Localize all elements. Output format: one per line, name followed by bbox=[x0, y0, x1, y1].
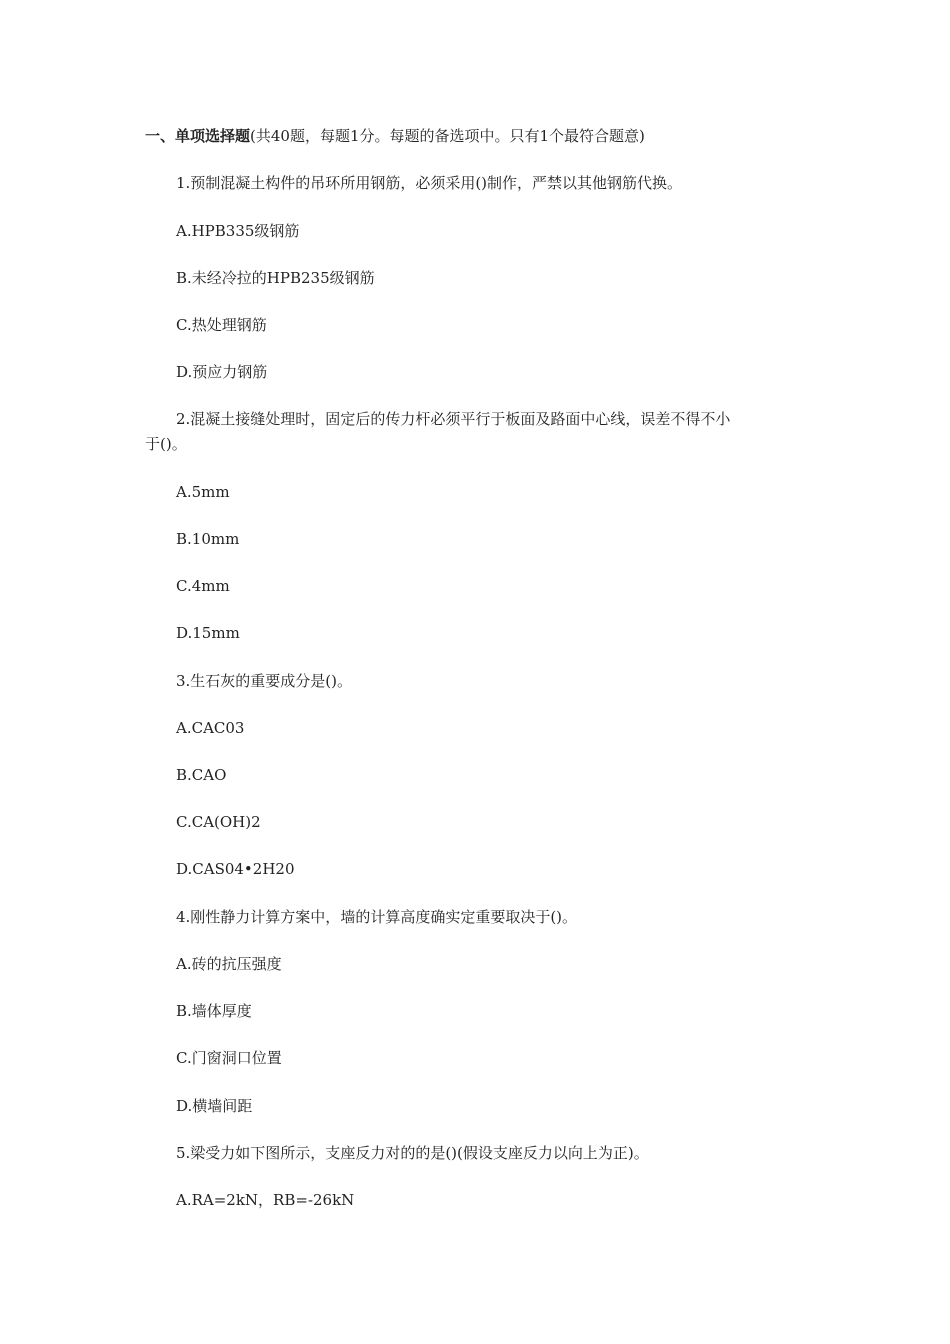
section-title: 一、单项选择题 bbox=[145, 127, 251, 145]
question-2-option-c: C.4mm bbox=[176, 577, 230, 595]
question-2-stem: 2.混凝土接缝处理时，固定后的传力杆必须平行于板面及路面中心线，误差不得不小 bbox=[176, 410, 731, 428]
question-2-stem-continued: 于()。 bbox=[145, 435, 187, 453]
question-1-option-d: D.预应力钢筋 bbox=[176, 363, 268, 381]
section-note: (共40题，每题1分。每题的备选项中。只有1个最符合题意) bbox=[250, 127, 645, 145]
question-3-option-d: D.CAS04•2H20 bbox=[176, 860, 295, 878]
question-1-option-a: A.HPB335级钢筋 bbox=[176, 222, 300, 240]
question-4-option-d: D.横墙间距 bbox=[176, 1097, 253, 1115]
question-5-option-a: A.RA=2kN，RB=-26kN bbox=[176, 1191, 355, 1209]
question-1-option-c: C.热处理钢筋 bbox=[176, 316, 267, 334]
question-3-option-a: A.CAC03 bbox=[176, 719, 245, 737]
question-4-stem: 4.刚性静力计算方案中，墙的计算高度确实定重要取决于()。 bbox=[176, 908, 578, 926]
section-heading bbox=[145, 125, 645, 147]
question-4-option-b: B.墙体厚度 bbox=[176, 1002, 252, 1020]
question-1-stem: 1.预制混凝土构件的吊环所用钢筋，必须采用()制作，严禁以其他钢筋代换。 bbox=[176, 174, 683, 192]
question-4-option-a: A.砖的抗压强度 bbox=[176, 955, 282, 973]
question-5-stem: 5.梁受力如下图所示，支座反力对的的是()(假设支座反力以向上为正)。 bbox=[176, 1144, 649, 1162]
question-2-option-a: A.5mm bbox=[176, 483, 230, 501]
question-3-option-b: B.CAO bbox=[176, 766, 227, 784]
question-2-option-b: B.10mm bbox=[176, 530, 240, 548]
question-3-stem: 3.生石灰的重要成分是()。 bbox=[176, 672, 353, 690]
question-4-option-c: C.门窗洞口位置 bbox=[176, 1049, 282, 1067]
question-1-option-b: B.未经冷拉的HPB235级钢筋 bbox=[176, 269, 375, 287]
question-2-option-d: D.15mm bbox=[176, 624, 240, 642]
question-3-option-c: C.CA(OH)2 bbox=[176, 813, 261, 831]
